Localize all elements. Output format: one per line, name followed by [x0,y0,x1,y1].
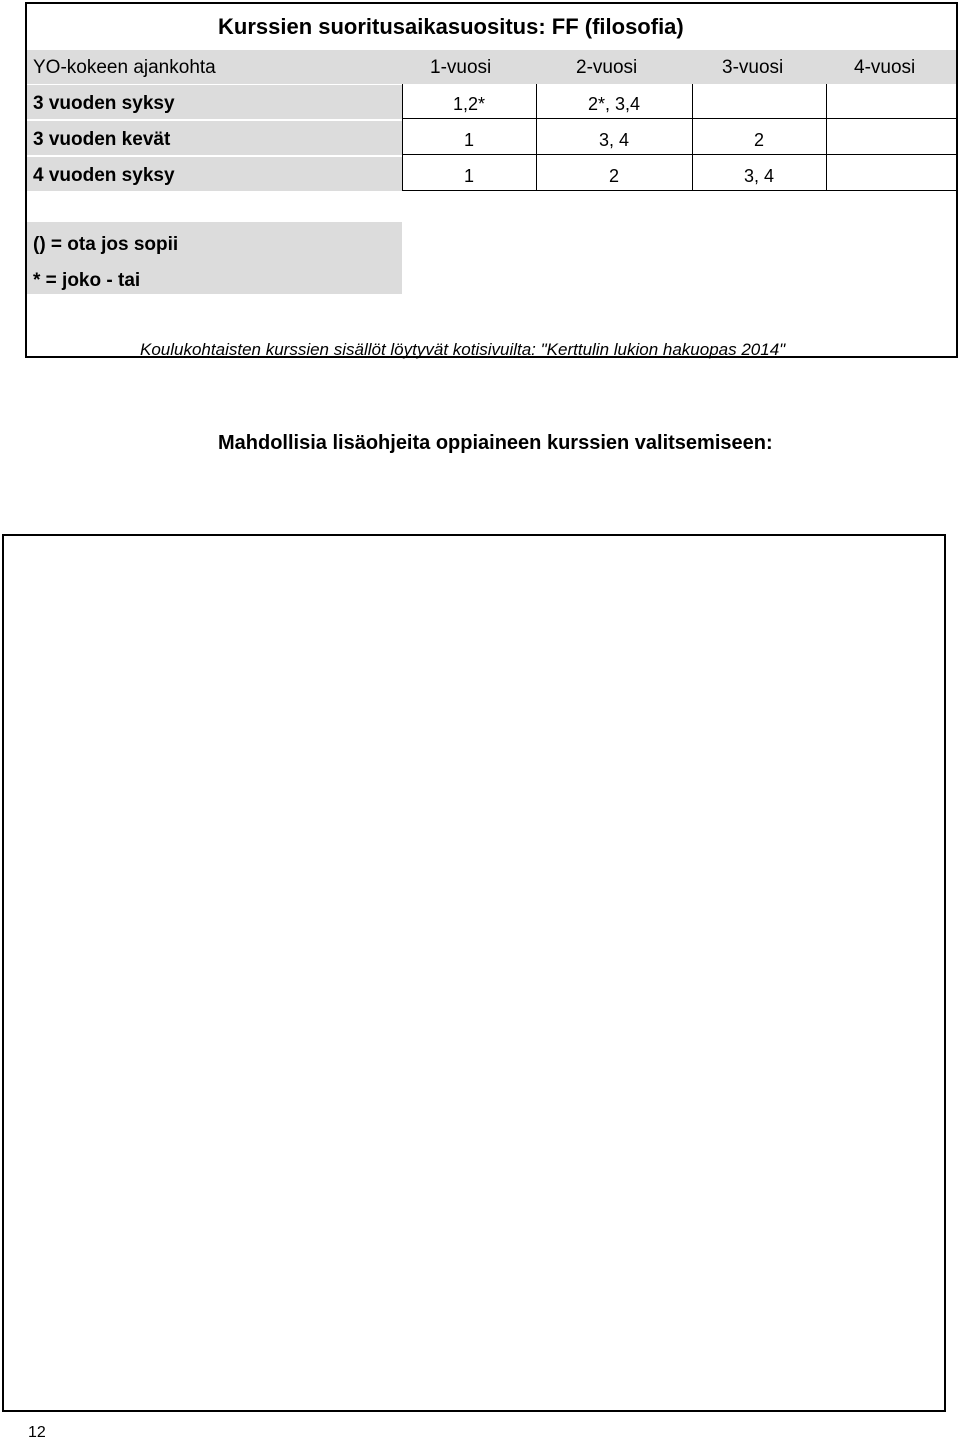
table-header-label: YO-kokeen ajankohta [33,57,216,78]
table-cell: 2 [608,166,619,186]
page-title-text: Kurssien suoritusaikasuositus: FF (filosofia) [218,14,684,39]
grid-line [402,118,956,119]
row-label: 3 vuoden syksy [33,93,175,114]
column-header-3: 3-vuosi [722,57,784,78]
row-label: 4 vuoden syksy [33,165,175,186]
legend-item-optional: () = ota jos sopii [33,234,179,255]
column-header-1: 1-vuosi [430,57,492,78]
page-number: 12 [28,1424,46,1441]
row-label: 3 vuoden kevät [33,129,171,150]
section-subheading: Mahdollisia lisäohjeita oppiaineen kurssien valitsemiseen: [218,432,773,454]
table-cell: 1 [463,130,474,150]
table-cell: 2*, 3,4 [587,94,641,114]
table-cell: 2 [753,130,764,150]
grid-line [826,84,827,191]
table-cell: 3, 4 [743,166,775,186]
column-header-2: 2-vuosi [576,57,638,78]
column-header-4: 4-vuosi [854,57,916,78]
footnote-text: Koulukohtaisten kurssien sisällöt löytyvät kotisivuilta: "Kerttulin lukion hakuopas 2014" [140,340,786,359]
table-cell: 1 [463,166,474,186]
grid-line [402,190,956,191]
table-cell: 3, 4 [598,130,630,150]
table-cell: 1,2* [452,94,486,114]
grid-line [402,154,956,155]
legend-item-either-or: * = joko - tai [33,270,141,291]
notes-box [2,534,946,1412]
